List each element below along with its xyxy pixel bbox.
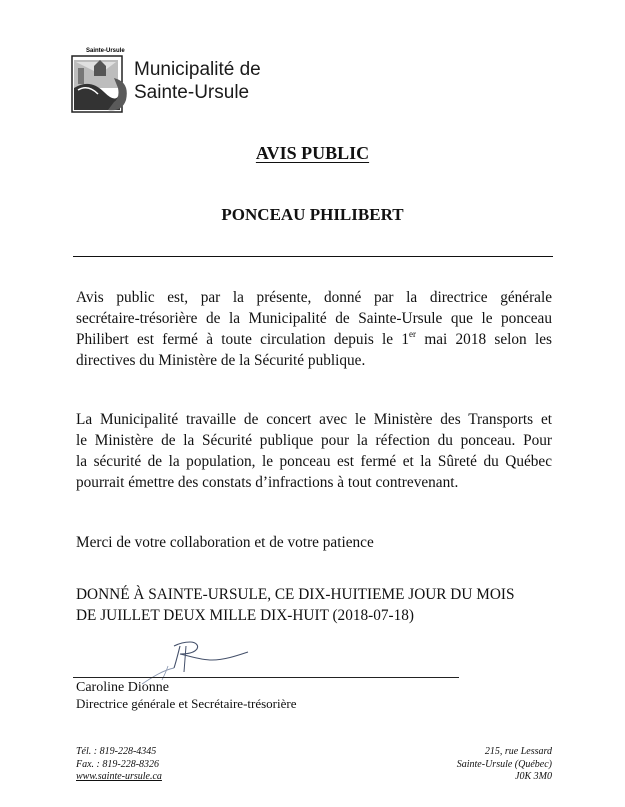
notice-subject: PONCEAU PHILIBERT [221,205,404,224]
footer-city: Sainte-Ursule (Québec) [456,758,552,770]
paragraph-line: pourrait émettre des constats d’infractions à tout contrevenant. [76,474,459,491]
paragraph-line: directives du Ministère de la Sécurité publique. [76,352,366,369]
paragraph-closure-notice [76,287,552,371]
footer-address [390,746,552,784]
footer-website-link[interactable]: www.sainte-ursule.ca [76,771,162,782]
paragraph-line: DONNÉ À SAINTE-URSULE, CE DIX-HUITIEME JOUR DU MOIS [76,586,515,603]
paragraph-line: secrétaire-trésorière de la Municipalité de Sainte-Ursule que le ponceau [76,310,552,327]
paragraph-line: Merci de votre collaboration et de votre patience [76,534,374,551]
municipality-logo [70,48,132,116]
paragraph-line: la sécurité de la population, le ponceau est fermé et la Sûreté du Québec [76,453,552,470]
notice-title: AVIS PUBLIC [255,143,370,163]
footer-postal-code: J0K 3M0 [515,771,552,782]
signatory-role: Directrice générale et Secrétaire-trésorière [76,696,297,711]
signatory-name: Caroline Dionne [76,680,169,695]
footer-fax: Fax. : 819-228-8326 [76,758,160,770]
footer-phone: Tél. : 819-228-4345 [76,746,157,757]
paragraph-line: le Ministère de la Sécurité publique pour la réfection du ponceau. Pour [76,432,552,449]
title-divider [73,256,553,257]
ordinal-suffix: er [409,329,417,339]
footer-contact [76,746,162,784]
paragraph-line [76,329,552,350]
paragraph-thanks [76,532,552,553]
municipality-name-line2: Sainte-Ursule [134,82,250,103]
text-fragment: mai 2018 selon les [416,331,552,348]
handwritten-signature [140,632,270,687]
footer-street: 215, rue Lessard [484,746,552,757]
paragraph-collaboration [76,409,552,493]
paragraph-line: DE JUILLET DEUX MILLE DIX-HUIT (2018-07-18) [76,607,415,624]
paragraph-line: La Municipalité travaille de concert avec le Ministère des Transports et [76,411,552,428]
text-fragment: Philibert est fermé à toute circulation depuis le 1 [76,331,410,348]
municipality-name-line1: Municipalité de [134,59,261,80]
logo-caption: Sainte-Ursule [86,48,125,54]
paragraph-line: Avis public est, par la présente, donné par la directrice générale [76,289,552,306]
given-at-statement [76,584,552,626]
signature-line [73,677,459,678]
